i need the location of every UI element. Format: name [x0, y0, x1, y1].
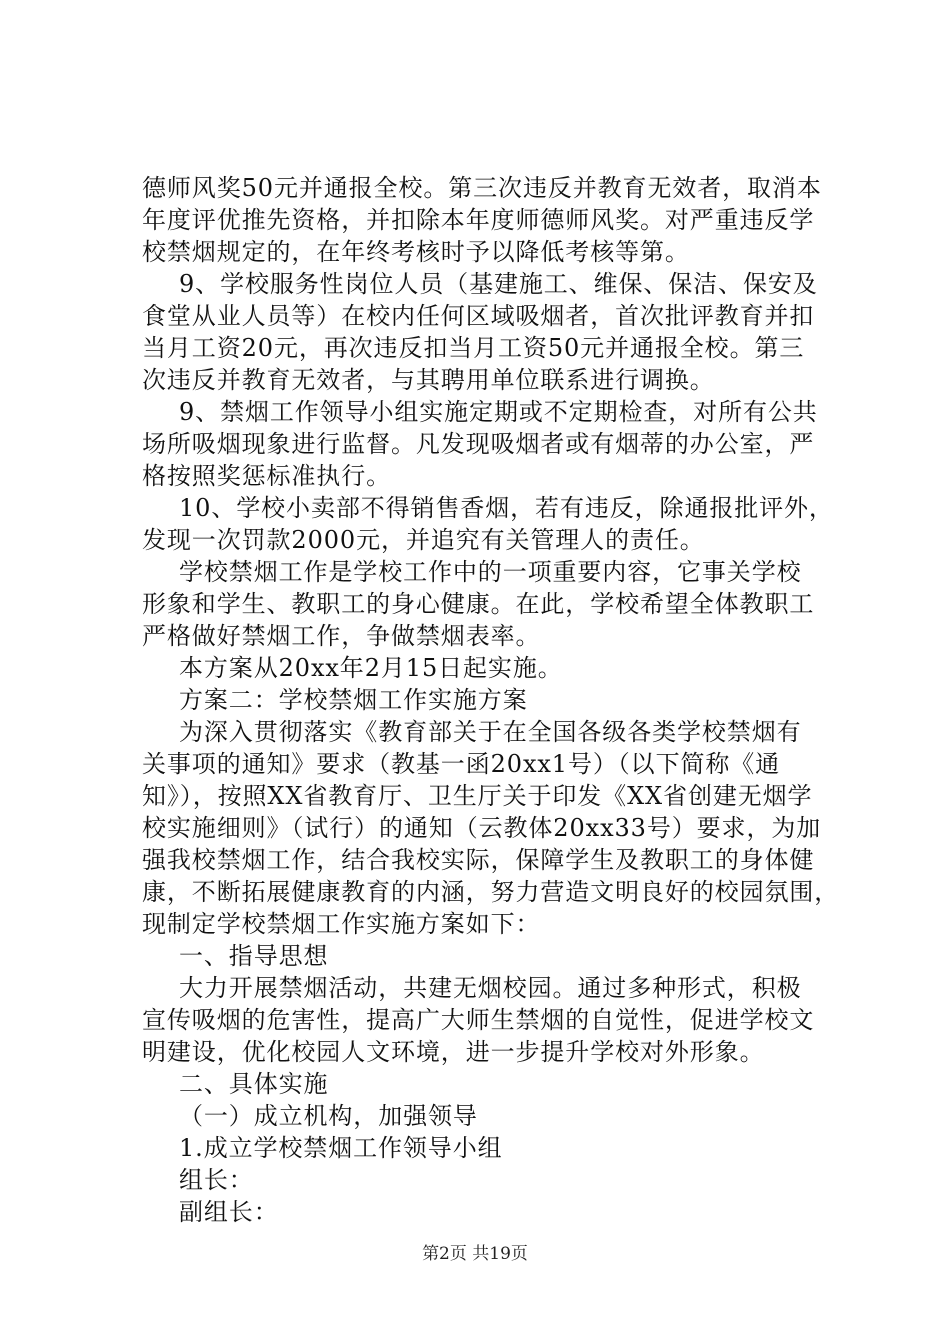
text-line: 组长： [179, 1166, 254, 1194]
page-footer: 第2页 共19页 [422, 1244, 528, 1264]
text-line: 二、具体实施 [179, 1070, 329, 1098]
text-line: 形象和学生、教职工的身心健康。在此，学校希望全体教职工 [142, 590, 815, 618]
text-line: 次违反并教育无效者，与其聘用单位联系进行调换。 [142, 366, 715, 394]
text-line: 关事项的通知》要求（教基一函20xx1号）（以下简称《通 [142, 750, 781, 778]
text-line: 学校禁烟工作是学校工作中的一项重要内容，它事关学校 [179, 558, 802, 586]
text-line: 场所吸烟现象进行监督。凡发现吸烟者或有烟蒂的办公室，严 [142, 430, 815, 458]
text-line: 现制定学校禁烟工作实施方案如下： [142, 910, 541, 938]
text-line: （一）成立机构，加强领导 [179, 1102, 478, 1130]
text-line: 校禁烟规定的，在年终考核时予以降低考核等第。 [142, 238, 690, 266]
text-line: 校实施细则》（试行）的通知（云教体20xx33号）要求，为加 [142, 814, 822, 842]
text-line: 严格做好禁烟工作，争做禁烟表率。 [142, 622, 541, 650]
text-line: 食堂从业人员等）在校内任何区域吸烟者，首次批评教育并扣 [142, 302, 815, 330]
text-line: 年度评优推先资格，并扣除本年度师德师风奖。对严重违反学 [142, 206, 815, 234]
text-line: 明建设，优化校园人文环境，进一步提升学校对外形象。 [142, 1038, 765, 1066]
text-line: 德师风奖50元并通报全校。第三次违反并教育无效者，取消本 [142, 174, 822, 202]
text-line: 为深入贯彻落实《教育部关于在全国各级各类学校禁烟有 [179, 718, 802, 746]
text-line: 9、学校服务性岗位人员（基建施工、维保、保洁、保安及 [179, 270, 818, 298]
text-line: 格按照奖惩标准执行。 [142, 462, 391, 490]
text-line: 方案二：学校禁烟工作实施方案 [179, 686, 528, 714]
text-line: 1.成立学校禁烟工作领导小组 [179, 1134, 503, 1162]
text-line: 一、指导思想 [179, 942, 329, 970]
text-line: 知》），按照XX省教育厅、卫生厅关于印发《XX省创建无烟学 [142, 782, 813, 810]
document-body [142, 172, 840, 1228]
text-line: 发现一次罚款2000元，并追究有关管理人的责任。 [142, 526, 705, 554]
text-line: 10、学校小卖部不得销售香烟，若有违反，除通报批评外， [179, 494, 834, 522]
text-line: 宣传吸烟的危害性，提高广大师生禁烟的自觉性，促进学校文 [142, 1006, 815, 1034]
text-line: 强我校禁烟工作，结合我校实际，保障学生及教职工的身体健 [142, 846, 815, 874]
text-line: 本方案从20xx年2月15日起实施。 [179, 654, 563, 682]
text-line: 当月工资20元，再次违反扣当月工资50元并通报全校。第三 [142, 334, 805, 362]
text-line: 副组长： [179, 1198, 279, 1226]
text-line: 大力开展禁烟活动，共建无烟校园。通过多种形式，积极 [179, 974, 802, 1002]
text-line: 9、禁烟工作领导小组实施定期或不定期检查，对所有公共 [179, 398, 818, 426]
text-line: 康，不断拓展健康教育的内涵，努力营造文明良好的校园氛围， [142, 878, 840, 906]
